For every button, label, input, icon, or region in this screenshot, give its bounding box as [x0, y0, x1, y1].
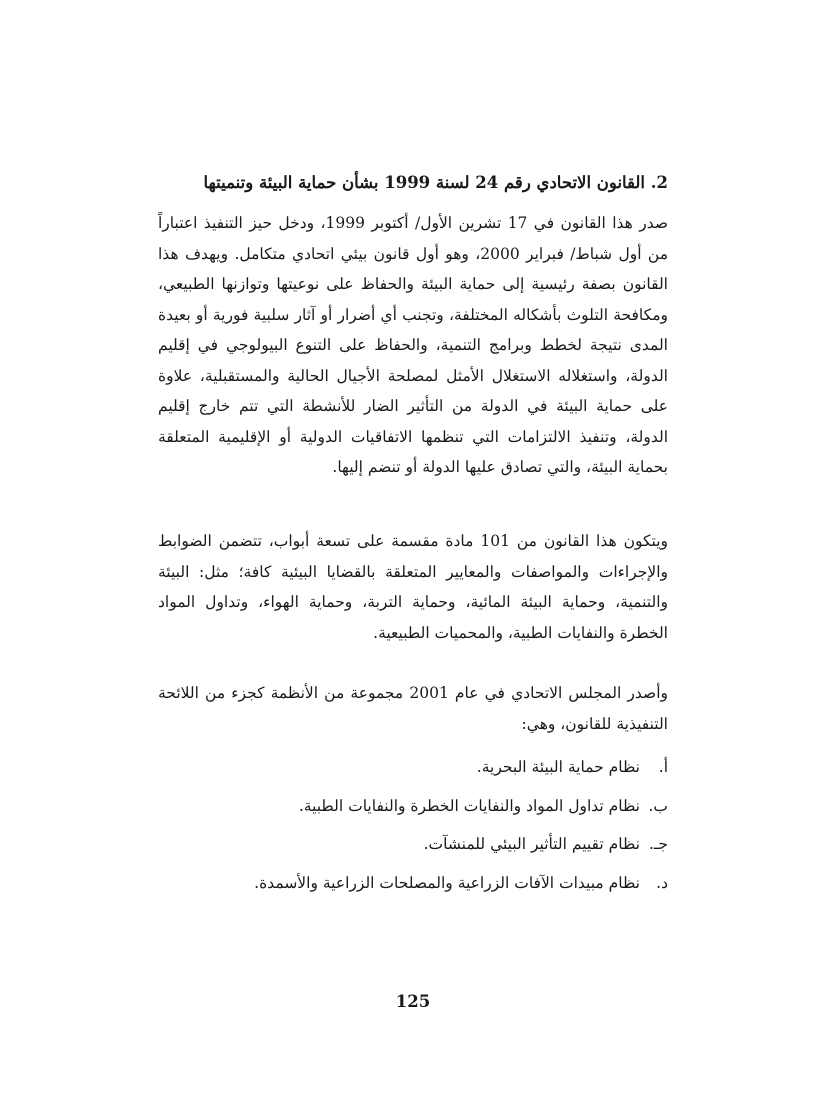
- list-item: [158, 868, 668, 907]
- list-item: [158, 791, 668, 830]
- list-marker: جـ.: [648, 835, 668, 853]
- document-page: [158, 0, 668, 1109]
- paragraph-regulations-intro: وأصدر المجلس الاتحادي في عام 2001 مجموعة من الأنظمة كجزء من اللائحة التنفيذية للقانون، وهي:: [158, 684, 669, 733]
- list-item: [158, 752, 668, 791]
- section-heading: 2. القانون الاتحادي رقم 24 لسنة 1999 بشأن حماية البيئة وتنميتها: [203, 173, 668, 192]
- regulations-list: [158, 752, 668, 906]
- list-item-text: نظام حماية البيئة البحرية.: [476, 758, 640, 776]
- page-number: 125: [395, 992, 431, 1011]
- list-item-text: نظام تقييم التأثير البيئي للمنشآت.: [423, 835, 640, 853]
- list-marker: د.: [656, 873, 668, 892]
- list-marker: ب.: [648, 796, 668, 815]
- paragraph-law-structure: ويتكون هذا القانون من 101 مادة مقسمة على تسعة أبواب، تتضمن الضوابط والإجراءات والمواصفات والمعايير المتعلقة بالقضايا البيئية كافة؛ مثل: البيئة والتنمية، وحماية البيئة المائية، وحماية التربة، وحماية الهواء، وتداول المواد الخطرة والنفايات الطبية، والمحميات الطبيعية.: [158, 532, 668, 642]
- list-item-text: نظام مبيدات الآفات الزراعية والمصلحات الزراعية والأسمدة.: [254, 873, 640, 892]
- list-item: [158, 829, 668, 868]
- paragraph-law-overview: صدر هذا القانون في 17 تشرين الأول/ أكتوبر 1999، ودخل حيز التنفيذ اعتباراً من أول شباط/ فبراير 2000، وهو أول قانون بيئي اتحادي متكامل. ويهدف هذا القانون بصفة رئيسية إلى حماية البيئة والحفاظ على نوعيتها وتوازنها الطبيعي، ومكافحة التلوث بأشكاله المختلفة، وتجنب أي أضرار أو آثار سلبية فورية أو بعيدة المدى نتيجة لخطط وبرامج التنمية، والحفاظ على التنوع البيولوجي في إقليم الدولة، واستغلاله الاستغلال الأمثل لمصلحة الأجيال الحالية والمستقبلية، علاوة على حماية البيئة في الدولة من التأثير الضار للأنشطة التي تتم خارج إقليم الدولة، وتنفيذ الالتزامات التي تنظمها الاتفاقيات الدولية أو الإقليمية المتعلقة بحماية البيئة، والتي تصادق عليها الدولة أو تنضم إليها.: [158, 214, 669, 476]
- list-marker: أ.: [658, 758, 668, 776]
- list-item-text: نظام تداول المواد والنفايات الخطرة والنفايات الطبية.: [298, 796, 640, 815]
